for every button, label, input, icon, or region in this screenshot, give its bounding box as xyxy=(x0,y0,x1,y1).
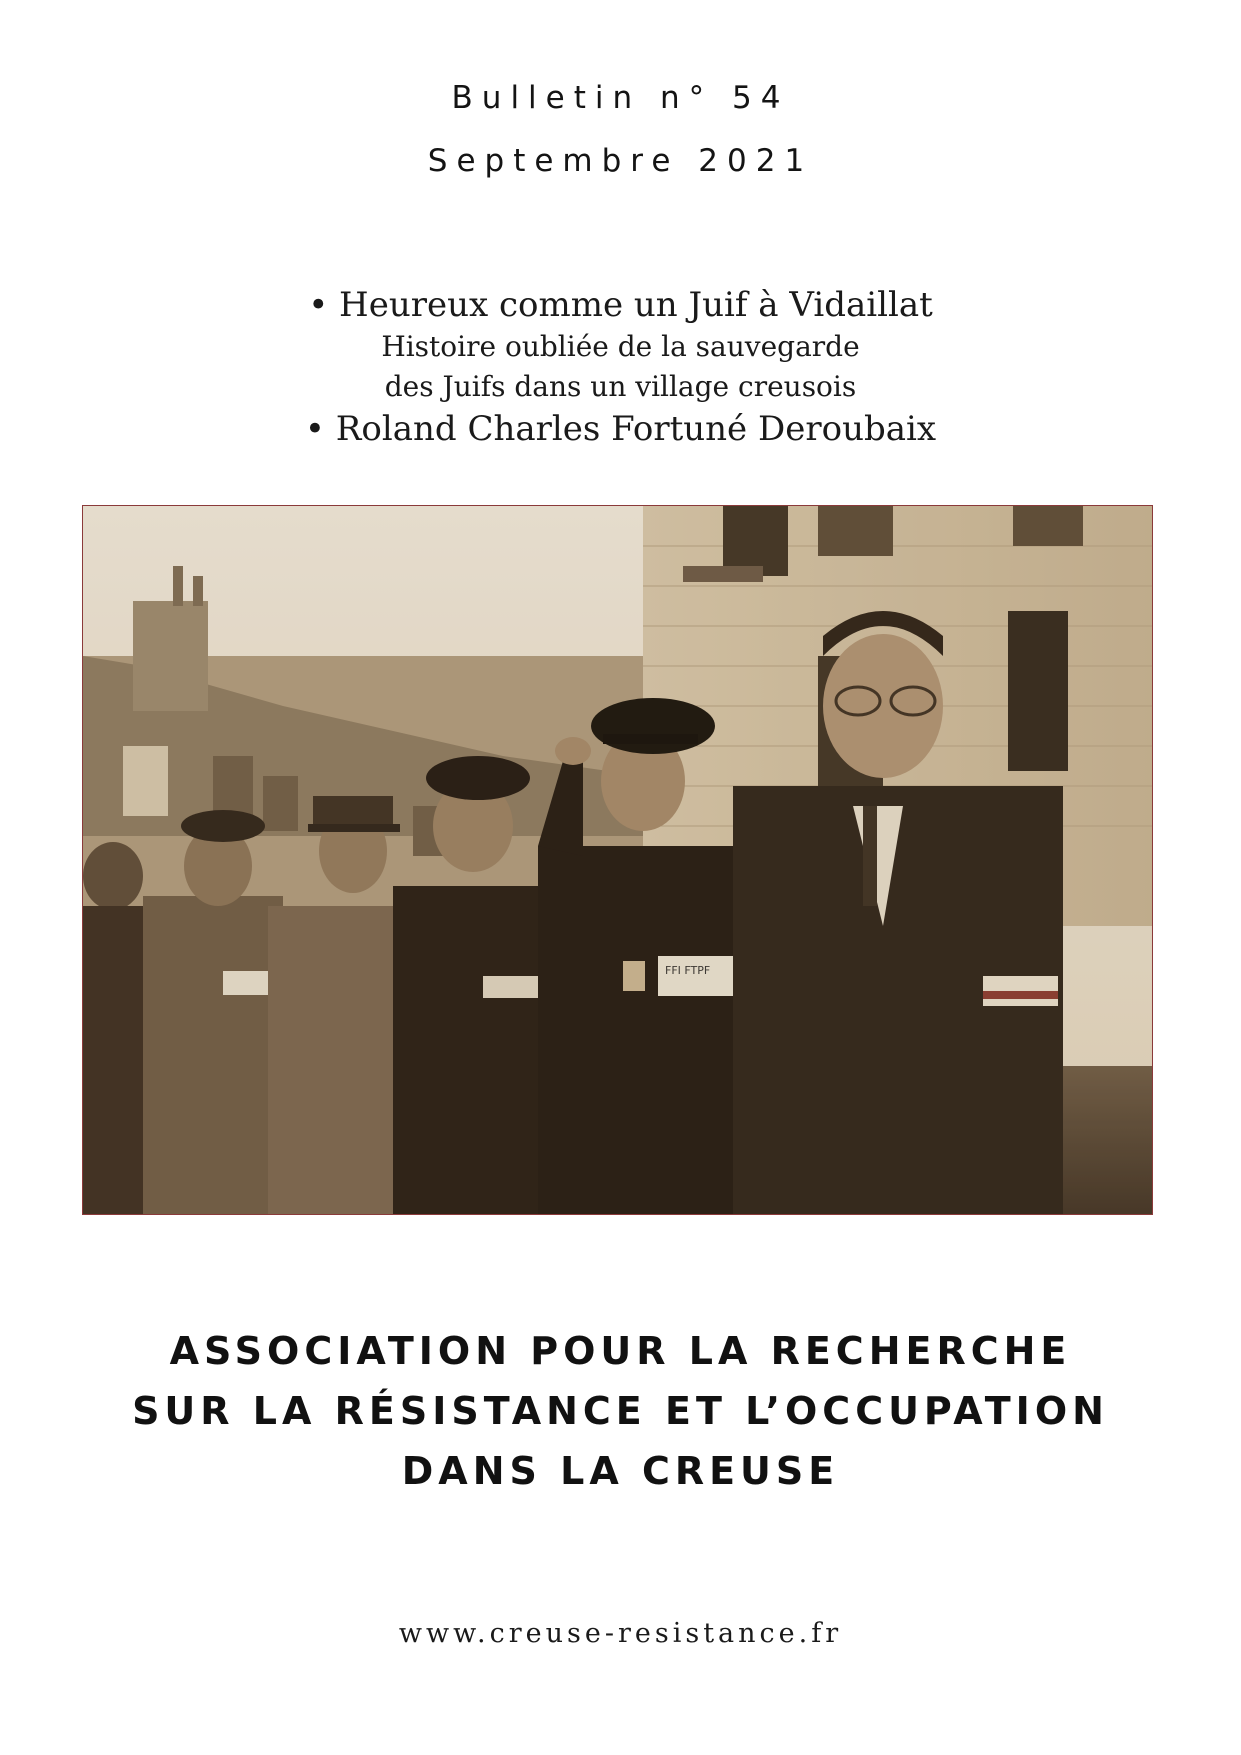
cover-photo xyxy=(82,505,1153,1215)
cover-photo-illustration xyxy=(83,506,1153,1215)
sepia-tone xyxy=(83,506,1153,1215)
article-title-1: • Heureux comme un Juif à Vidaillat xyxy=(308,285,933,325)
bulletin-number: Bulletin n° 54 xyxy=(451,80,790,116)
association-name-line-2: SUR LA RÉSISTANCE ET L’OCCUPATION xyxy=(132,1389,1109,1433)
website-url[interactable]: www.creuse-resistance.fr xyxy=(398,1618,843,1649)
article-subtitle-line-2: des Juifs dans un village creusois xyxy=(384,370,857,403)
article-subtitle-line-1: Histoire oubliée de la sauvegarde xyxy=(381,330,860,363)
issue-date: Septembre 2021 xyxy=(427,143,814,179)
association-name-line-1: ASSOCIATION POUR LA RECHERCHE xyxy=(169,1329,1072,1373)
association-name-line-3: DANS LA CREUSE xyxy=(401,1449,840,1493)
article-title-2: • Roland Charles Fortuné Deroubaix xyxy=(304,409,937,449)
armband-text: FFI FTPF xyxy=(665,964,711,977)
